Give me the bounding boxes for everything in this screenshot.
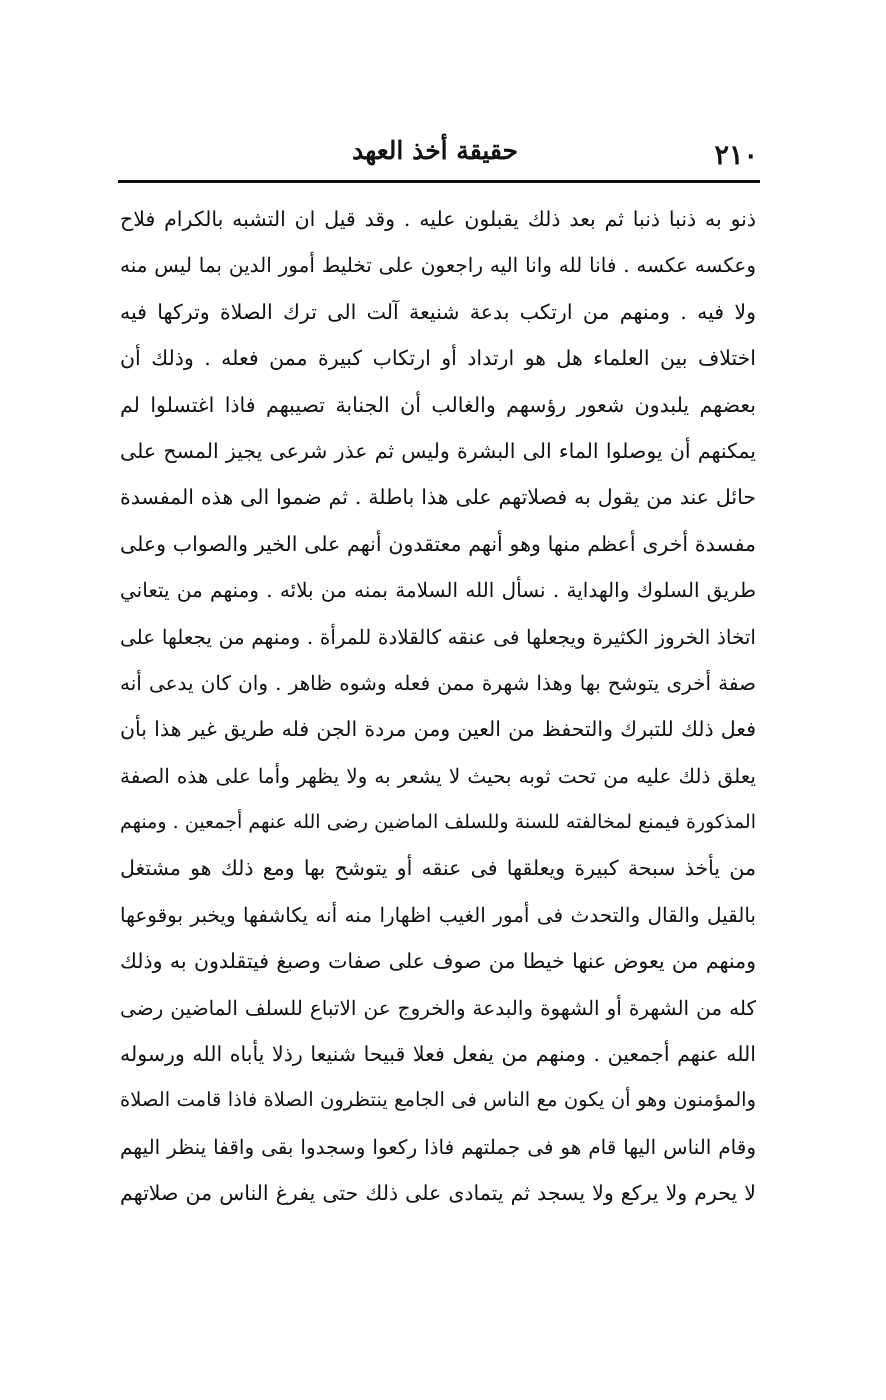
text-line: طريق السلوك والهداية . نسأل الله السلامة بمنه من بلائه . ومنهم من يتعاني bbox=[120, 578, 756, 603]
text-line: ذنو به ذنبا ذنبا ثم بعد ذلك يقبلون عليه . وقد قيل ان التشبه بالكرام فلاح bbox=[120, 207, 756, 231]
text-line: بالقيل والقال والتحدث فى أمور الغيب اظهارا منه أنه يكاشفها ويخبر بوقوعها bbox=[120, 902, 756, 927]
text-line: اتخاذ الخروز الكثيرة ويجعلها فى عنقه كالقلادة للمرأة . ومنهم من يجعلها على bbox=[120, 624, 756, 649]
text-line: بعضهم يلبدون شعور رؤسهم والغالب أن الجنابة تصيبهم فاذا اغتسلوا لم bbox=[120, 392, 756, 417]
text-line: حائل عند من يقول به فصلاتهم على هذا باطلة . ثم ضموا الى هذه المفسدة bbox=[120, 485, 756, 510]
text-line: يمكنهم أن يوصلوا الماء الى البشرة وليس ثم عذر شرعى يجيز المسح على bbox=[120, 438, 756, 463]
text-line: لا يحرم ولا يركع ولا يسجد ثم يتمادى على ذلك حتى يفرغ الناس من صلاتهم bbox=[120, 1181, 756, 1206]
text-line: فعل ذلك للتبرك والتحفظ من العين ومن مردة الجن فله طريق غير هذا بأن bbox=[120, 717, 756, 742]
text-line: ولا فيه . ومنهم من ارتكب بدعة شنيعة آلت الى ترك الصلاة وتركها فيه bbox=[120, 299, 756, 324]
text-line: وقام الناس اليها قام هو فى جملتهم فاذا ركعوا وسجدوا بقى واقفا ينظر اليهم bbox=[120, 1134, 756, 1159]
text-line: مفسدة أخرى أعظم منها وهو أنهم معتقدون أنهم على الخير والصواب وعلى bbox=[120, 531, 756, 556]
header-rule bbox=[118, 180, 760, 183]
text-line: اختلاف بين العلماء هل هو ارتداد أو ارتكاب كبيرة ممن فعله . وذلك أن bbox=[120, 346, 756, 371]
text-line: وعكسه عكسه . فانا لله وانا اليه راجعون على تخليط أمور الدين بما ليس منه bbox=[120, 253, 756, 278]
page-header bbox=[122, 136, 758, 178]
page-number: ٢١٠ bbox=[714, 140, 758, 171]
body-text bbox=[120, 196, 756, 1217]
running-title: حقيقة أخذ العهد bbox=[352, 136, 518, 165]
text-line: والمؤمنون وهو أن يكون مع الناس فى الجامع ينتظرون الصلاة فاذا قامت الصلاة bbox=[120, 1088, 756, 1112]
text-line: كله من الشهرة أو الشهوة والبدعة والخروج عن الاتباع للسلف الماضين رضى bbox=[120, 995, 756, 1020]
text-line: المذكورة فيمنع لمخالفته للسنة وللسلف الماضين رضى الله عنهم أجمعين . ومنهم bbox=[120, 811, 756, 834]
text-line: من يأخذ سبحة كبيرة ويعلقها فى عنقه أو يتوشح بها ومع ذلك هو مشتغل bbox=[120, 856, 756, 881]
text-line: ومنهم من يعوض عنها خيطا من صوف على صفات وصبغ فيتقلدون به وذلك bbox=[120, 949, 756, 974]
text-line: صفة أخرى يتوشح بها وهذا شهرة ممن فعله وشوه ظاهر . وان كان يدعى أنه bbox=[120, 670, 756, 695]
text-line: الله عنهم أجمعين . ومنهم من يفعل فعلا قبيحا شنيعا رذلا يأباه الله ورسوله bbox=[120, 1042, 756, 1067]
text-line: يعلق ذلك عليه من تحت ثوبه بحيث لا يشعر به ولا يظهر وأما على هذه الصفة bbox=[120, 763, 756, 788]
